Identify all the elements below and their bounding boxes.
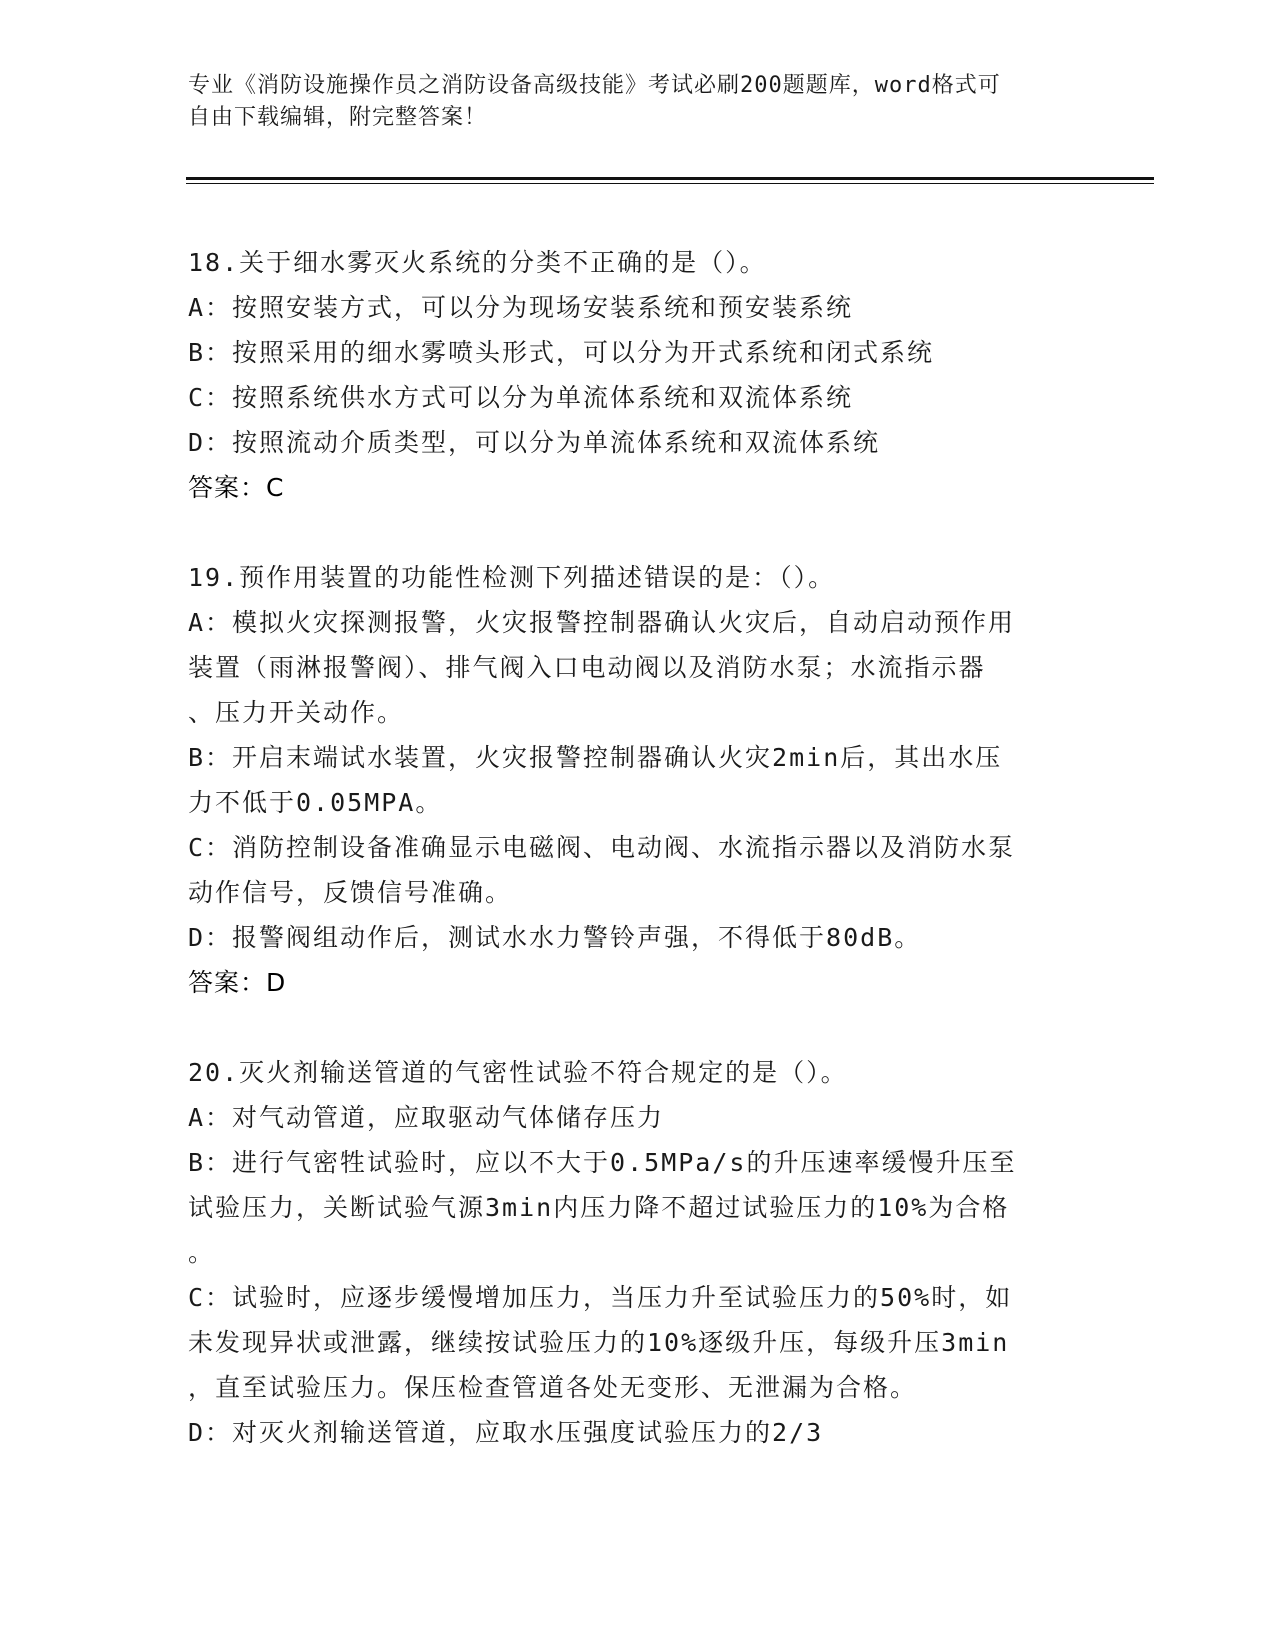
option-c-continued: 动作信号，反馈信号准确。 <box>188 878 513 907</box>
question-stem: 20.灭火剂输送管道的气密性试验不符合规定的是（）。 <box>188 1058 848 1087</box>
question-list <box>188 240 1088 1500</box>
option-c: C：消防控制设备准确显示电磁阀、电动阀、水流指示器以及消防水泵 <box>188 833 1016 862</box>
answer-label: 答案：C <box>188 473 285 502</box>
question-19 <box>188 555 1088 1005</box>
option-c-continued: 未发现异状或泄露，继续按试验压力的10%逐级升压，每级升压3min <box>188 1328 1010 1357</box>
document-header <box>188 70 1068 134</box>
question-18 <box>188 240 1088 510</box>
option-b-continued: 。 <box>188 1238 216 1267</box>
option-c: C：按照系统供水方式可以分为单流体系统和双流体系统 <box>188 383 854 412</box>
question-20 <box>188 1050 1088 1455</box>
option-b-continued: 力不低于0.05MPA。 <box>188 788 443 817</box>
header-divider <box>186 177 1154 184</box>
option-a: A：按照安装方式，可以分为现场安装系统和预安装系统 <box>188 293 854 322</box>
option-b: B：进行气密牲试验时，应以不大于0.5MPa/s的升压速率缓慢升压至 <box>188 1148 1017 1177</box>
option-b: B：按照采用的细水雾喷头形式，可以分为开式系统和闭式系统 <box>188 338 935 367</box>
option-a: A：模拟火灾探测报警，火灾报警控制器确认火灾后，自动启动预作用 <box>188 608 1016 637</box>
option-d: D：按照流动介质类型，可以分为单流体系统和双流体系统 <box>188 428 881 457</box>
option-c: C：试验时，应逐步缓慢增加压力，当压力升至试验压力的50%时，如 <box>188 1283 1013 1312</box>
question-stem: 18.关于细水雾灭火系统的分类不正确的是（）。 <box>188 248 767 277</box>
option-a-continued: 、压力开关动作。 <box>188 698 405 727</box>
option-b-continued: 试验压力，关断试验气源3min内压力降不超过试验压力的10%为合格 <box>188 1193 1010 1222</box>
option-d: D：对灭火剂输送管道，应取水压强度试验压力的2/3 <box>188 1418 824 1447</box>
option-d: D：报警阀组动作后，测试水水力警铃声强，不得低于80dB。 <box>188 923 922 952</box>
option-a-continued: 装置（雨淋报警阀）、排气阀入口电动阀以及消防水泵；水流指示器 <box>188 653 986 682</box>
header-title-line-2: 自由下载编辑，附完整答案！ <box>188 105 488 130</box>
header-divider-thick <box>186 177 1154 180</box>
header-title-line-1: 专业《消防设施操作员之消防设备高级技能》考试必刷200题题库，word格式可 <box>188 73 1001 98</box>
header-divider-thin <box>186 183 1154 184</box>
option-a: A：对气动管道，应取驱动气体储存压力 <box>188 1103 665 1132</box>
answer-label: 答案：D <box>188 968 287 997</box>
option-c-continued: ，直至试验压力。保压检查管道各处无变形、无泄漏为合格。 <box>188 1373 918 1402</box>
option-b: B：开启末端试水装置，火灾报警控制器确认火灾2min后，其出水压 <box>188 743 1003 772</box>
question-stem: 19.预作用装置的功能性检测下列描述错误的是：（）。 <box>188 563 836 592</box>
